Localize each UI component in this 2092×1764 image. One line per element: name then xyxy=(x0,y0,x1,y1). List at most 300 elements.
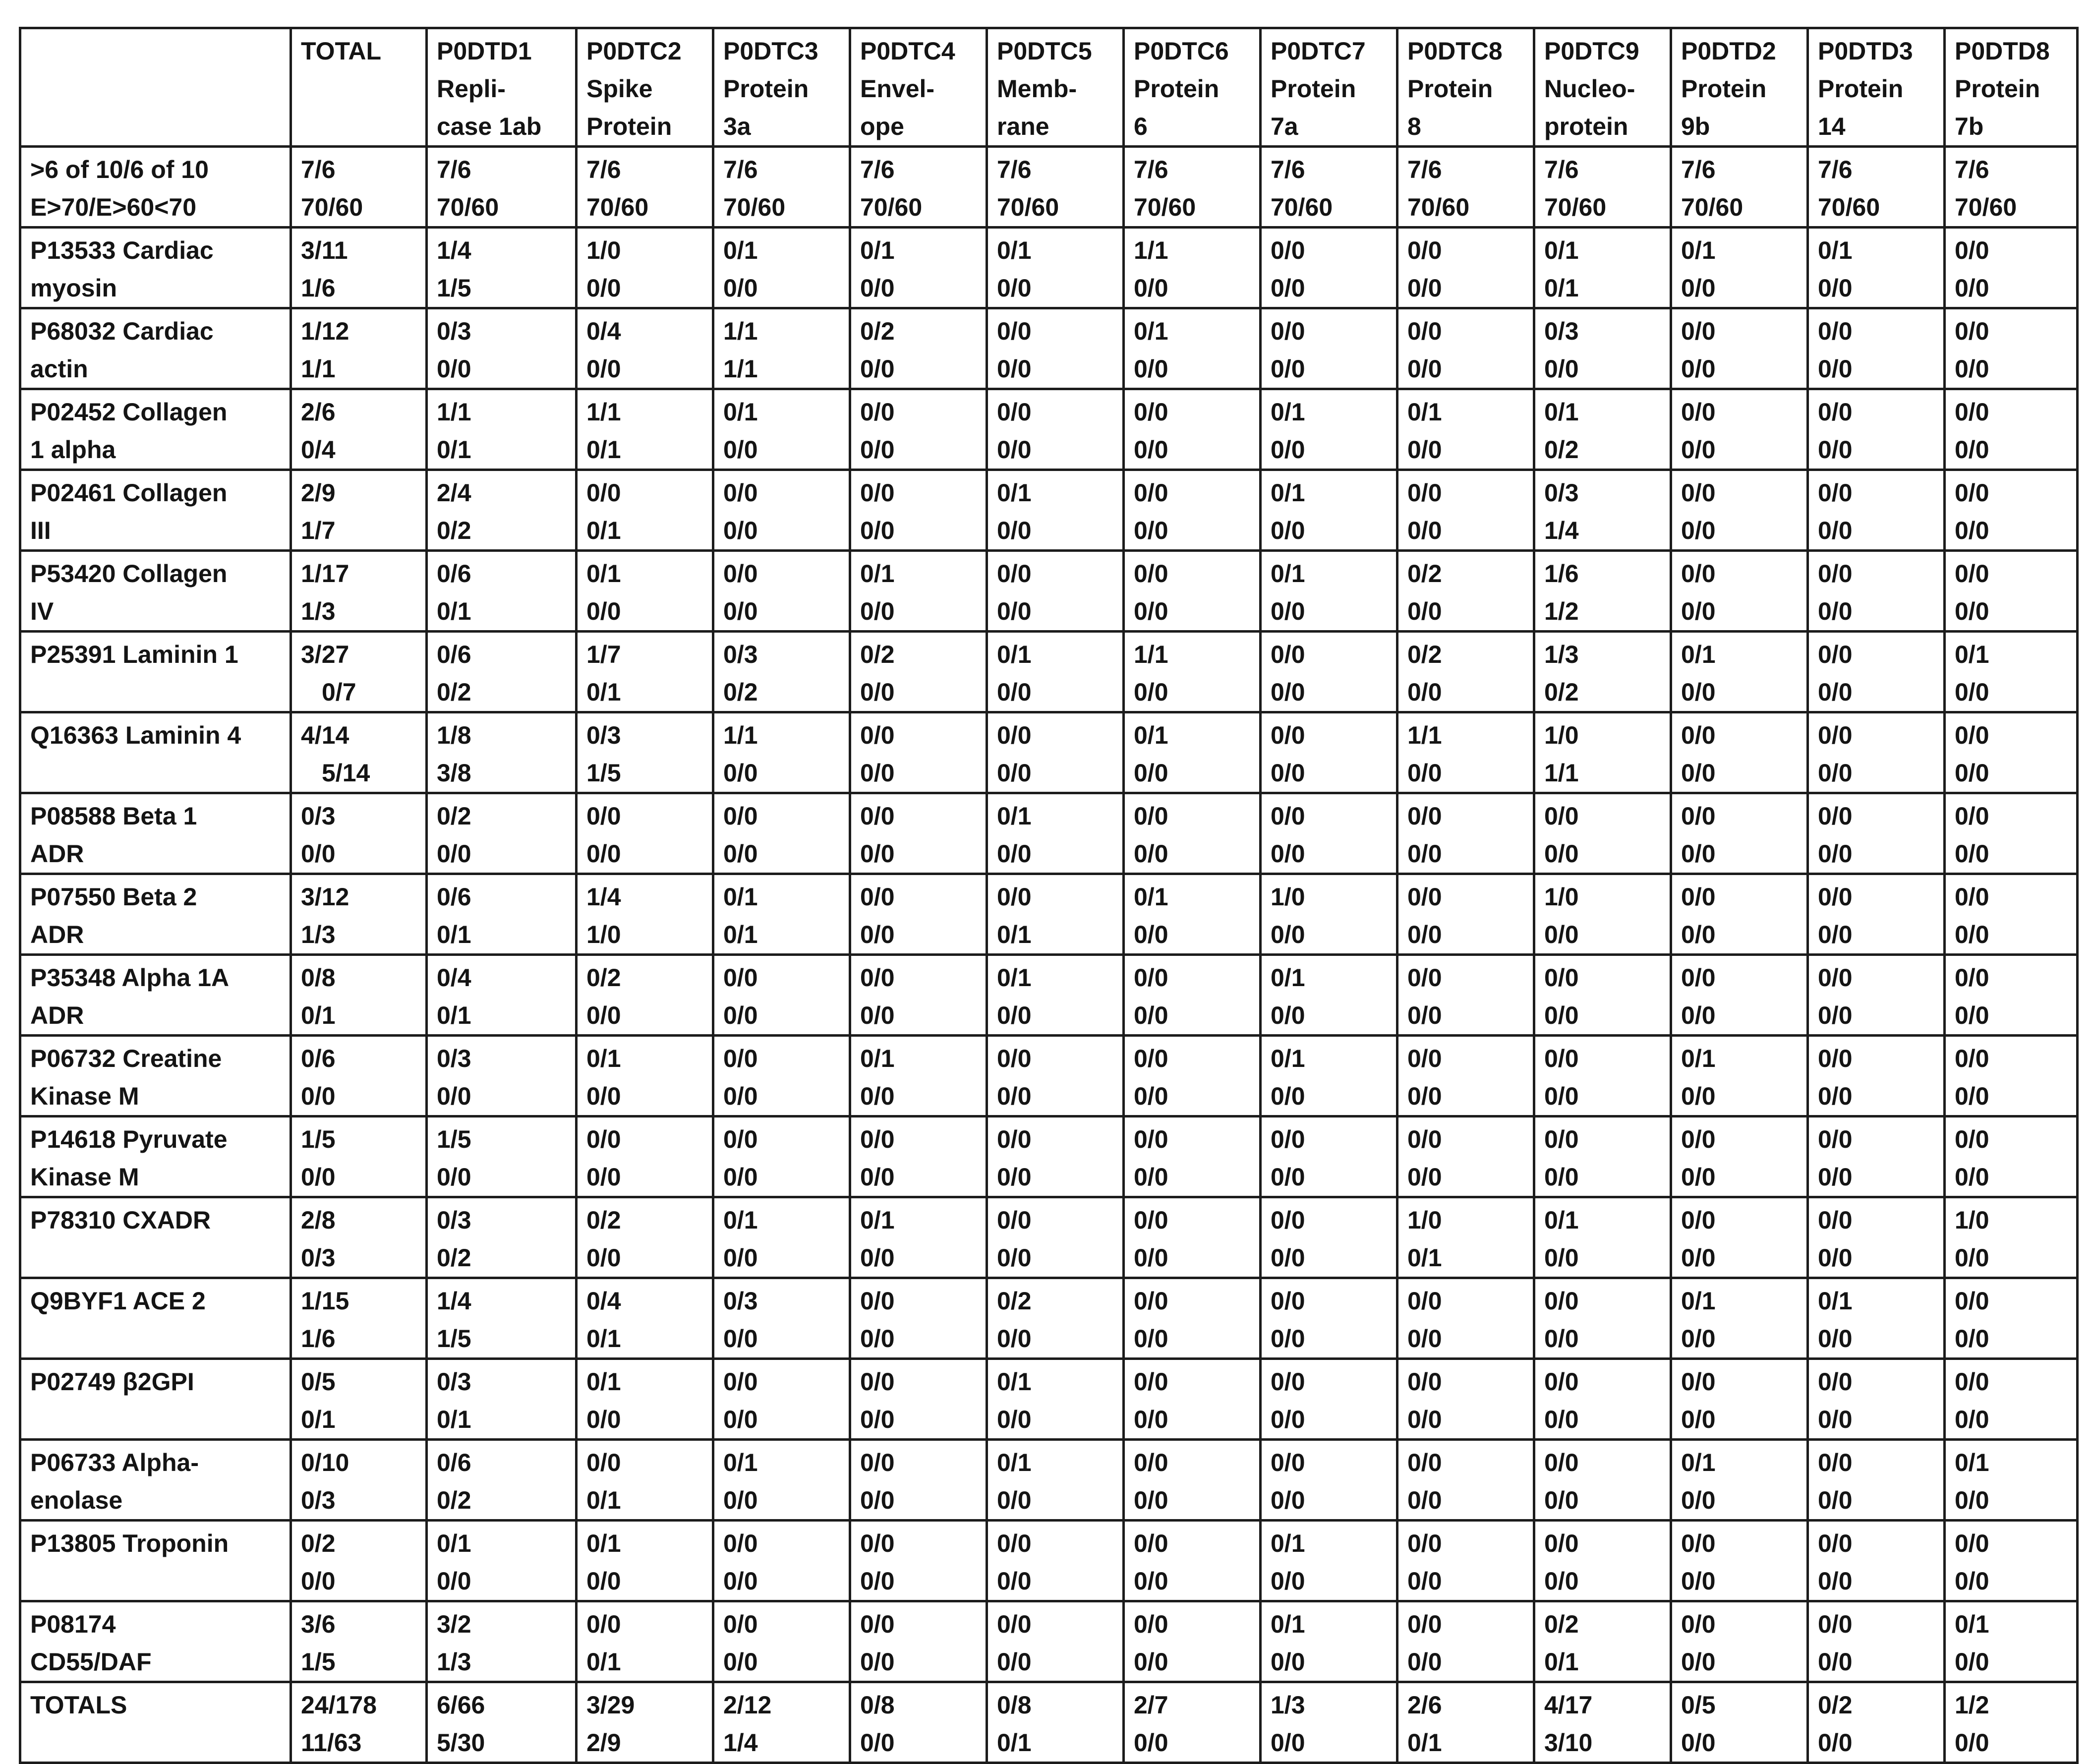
table-cell xyxy=(291,712,427,793)
table-cell xyxy=(1945,1359,2078,1440)
table-cell xyxy=(1261,1117,1397,1197)
table-row xyxy=(20,1278,2078,1359)
table-cell xyxy=(427,551,577,632)
table-cell xyxy=(987,1036,1124,1117)
cell-value: 0/0 xyxy=(1407,436,1442,464)
cell-value: 0/3 xyxy=(301,802,336,830)
cell-value: 0/0 xyxy=(586,840,621,868)
cell-value: 0/0 xyxy=(1681,1648,1716,1676)
table-cell xyxy=(1124,632,1261,712)
table-cell xyxy=(1124,712,1261,793)
cell-value: 0/0 xyxy=(1544,1287,1579,1315)
column-header xyxy=(1671,28,1808,147)
cell-value: 1/0 xyxy=(1955,1206,1989,1234)
cell-value: 0/0 xyxy=(1407,1648,1442,1676)
cell-value: 0/0 xyxy=(1544,1567,1579,1595)
cell-value: 3/27 xyxy=(301,641,349,668)
cell-value: 1/4 xyxy=(1544,517,1579,544)
cell-value: 0/0 xyxy=(1818,1163,1853,1191)
cell-value: 0/0 xyxy=(723,1045,758,1072)
cell-value: 0/0 xyxy=(997,398,1032,426)
row-label-line: P02461 Collagen xyxy=(30,479,228,507)
cell-value: 0/0 xyxy=(860,1406,895,1433)
cell-value: 0/1 xyxy=(1681,236,1716,264)
table-cell xyxy=(1534,1521,1671,1601)
cell-value: 0/2 xyxy=(437,1244,471,1272)
cell-value: 0/0 xyxy=(1544,355,1579,383)
cell-value: 0/1 xyxy=(586,517,621,544)
cell-value: 0/1 xyxy=(1544,398,1579,426)
cell-value: 0/0 xyxy=(723,517,758,544)
cell-value: 0/1 xyxy=(1681,1045,1716,1072)
table-cell xyxy=(291,1036,427,1117)
table-cell xyxy=(1261,1601,1397,1682)
table-cell xyxy=(1261,1521,1397,1601)
cell-value: 0/0 xyxy=(997,1125,1032,1153)
table-cell xyxy=(1534,793,1671,874)
cell-value: 0/0 xyxy=(1544,802,1579,830)
cell-value: 0/0 xyxy=(586,1163,621,1191)
table-cell xyxy=(1124,1036,1261,1117)
cell-value: 0/1 xyxy=(723,921,758,948)
cell-value: 0/0 xyxy=(723,1610,758,1638)
column-header-line: P0DTC5 xyxy=(997,37,1092,65)
cell-value: 3/11 xyxy=(301,236,348,264)
row-label-line: Q16363 Laminin 4 xyxy=(30,721,241,749)
cell-value: 0/1 xyxy=(723,1449,758,1476)
table-cell xyxy=(1261,389,1397,470)
cell-value: 0/0 xyxy=(1681,1244,1716,1272)
cell-value: 0/1 xyxy=(1681,1287,1716,1315)
cell-value: 0/1 xyxy=(1955,1449,1989,1476)
column-header-line: P0DTC4 xyxy=(860,37,955,65)
cell-value: 0/0 xyxy=(1818,560,1853,588)
cell-value: 0/1 xyxy=(860,1206,895,1234)
cell-value: 0/0 xyxy=(1818,1082,1853,1110)
cell-value: 0/0 xyxy=(1681,1529,1716,1557)
cell-value: 0/2 xyxy=(1544,678,1579,706)
cell-value: 0/1 xyxy=(1544,1648,1579,1676)
cell-value: 0/0 xyxy=(1134,398,1168,426)
row-label-line: myosin xyxy=(30,274,117,302)
table-cell xyxy=(1534,632,1671,712)
cell-value: 1/1 xyxy=(437,398,471,426)
column-header-line: P0DTD3 xyxy=(1818,37,1913,65)
table-cell xyxy=(1124,228,1261,308)
table-cell xyxy=(1261,551,1397,632)
cell-value: 0/1 xyxy=(586,1325,621,1352)
cell-value: 1/1 xyxy=(1134,236,1168,264)
row-label-line: Kinase M xyxy=(30,1082,139,1110)
row-label-line: P08174 xyxy=(30,1610,116,1638)
cell-value: 0/2 xyxy=(437,678,471,706)
row-label-line: ADR xyxy=(30,840,84,868)
cell-value: 0/0 xyxy=(1681,964,1716,992)
cell-value: 0/0 xyxy=(997,1045,1032,1072)
row-label xyxy=(20,1359,291,1440)
table-cell xyxy=(713,632,850,712)
criteria-line: 7/6 xyxy=(301,156,336,183)
cell-value: 0/0 xyxy=(860,355,895,383)
cell-value: 0/0 xyxy=(997,678,1032,706)
row-label xyxy=(20,712,291,793)
cell-value: 0/0 xyxy=(1271,436,1305,464)
cell-value: 0/0 xyxy=(1544,964,1579,992)
table-cell xyxy=(1261,632,1397,712)
column-header-line: Envel- xyxy=(860,75,935,103)
cell-value: 0/0 xyxy=(1818,678,1853,706)
cell-value: 0/1 xyxy=(860,1045,895,1072)
table-row xyxy=(20,1440,2078,1521)
cell-value: 0/6 xyxy=(437,560,471,588)
table-cell xyxy=(850,1278,987,1359)
cell-value: 0/0 xyxy=(1818,1325,1853,1352)
cell-value: 0/0 xyxy=(860,1287,895,1315)
table-cell xyxy=(987,1278,1124,1359)
table-cell xyxy=(1671,632,1808,712)
cell-value: 1/0 xyxy=(1407,1206,1442,1234)
cell-value: 0/0 xyxy=(1134,1486,1168,1514)
cell-value: 0/0 xyxy=(723,1244,758,1272)
table-cell xyxy=(1671,793,1808,874)
table-cell xyxy=(713,1117,850,1197)
cell-value: 0/0 xyxy=(1681,355,1716,383)
cell-value: 0/0 xyxy=(997,274,1032,302)
table-cell xyxy=(291,228,427,308)
cell-value: 0/0 xyxy=(1271,1082,1305,1110)
cell-value: 0/0 xyxy=(1818,1729,1853,1757)
table-cell xyxy=(291,1601,427,1682)
table-cell xyxy=(1261,1036,1397,1117)
cell-value: 0/0 xyxy=(1271,840,1305,868)
table-cell xyxy=(1261,1359,1397,1440)
cell-value: 0/0 xyxy=(860,1449,895,1476)
table-cell xyxy=(713,1036,850,1117)
row-label xyxy=(20,551,291,632)
cell-value: 0/0 xyxy=(860,1163,895,1191)
criteria-line: 7/6 xyxy=(1134,156,1168,183)
cell-value: 0/1 xyxy=(997,1368,1032,1396)
cell-value: 0/0 xyxy=(1407,1045,1442,1072)
cell-value: 0/3 xyxy=(723,1287,758,1315)
column-header-line: 7b xyxy=(1955,113,1984,140)
table-cell xyxy=(987,551,1124,632)
table-cell xyxy=(1945,551,2078,632)
table-cell xyxy=(1534,1197,1671,1278)
cell-value: 0/0 xyxy=(1681,678,1716,706)
table-cell xyxy=(577,389,713,470)
table-cell xyxy=(1124,389,1261,470)
criteria-line: 7/6 xyxy=(1407,156,1442,183)
table-cell xyxy=(1945,1117,2078,1197)
cell-value: 0/0 xyxy=(1818,802,1853,830)
criteria-line: 70/60 xyxy=(586,193,649,221)
cell-value: 0/0 xyxy=(1818,1244,1853,1272)
cell-value: 0/0 xyxy=(1544,1449,1579,1476)
row-label xyxy=(20,874,291,955)
table-cell xyxy=(1124,1278,1261,1359)
cell-value: 0/0 xyxy=(997,1325,1032,1352)
cell-value: 0/1 xyxy=(1407,398,1442,426)
table-cell xyxy=(987,955,1124,1036)
cell-value: 0/1 xyxy=(1134,317,1168,345)
table-cell xyxy=(1534,551,1671,632)
cell-value: 0/2 xyxy=(723,678,758,706)
cell-value: 0/0 xyxy=(1134,1449,1168,1476)
cell-value: 0/0 xyxy=(1134,1082,1168,1110)
table-cell xyxy=(1534,1682,1671,1763)
table-cell xyxy=(577,1278,713,1359)
cell-value: 0/0 xyxy=(1681,883,1716,911)
row-label xyxy=(20,389,291,470)
table-cell xyxy=(1124,1601,1261,1682)
column-header-line: ope xyxy=(860,113,904,140)
column-header-line: P0DTD1 xyxy=(437,37,532,65)
cell-value: 0/0 xyxy=(1681,759,1716,787)
cell-value: 0/3 xyxy=(723,641,758,668)
row-label xyxy=(20,470,291,551)
cell-value: 0/0 xyxy=(1544,1125,1579,1153)
cell-value: 0/0 xyxy=(1955,517,1989,544)
cell-value: 0/0 xyxy=(1407,1287,1442,1315)
row-label-line: P78310 CXADR xyxy=(30,1206,211,1234)
row-label-line: enolase xyxy=(30,1486,123,1514)
cell-value: 2/4 xyxy=(437,479,471,507)
cell-value: 0/0 xyxy=(437,1163,471,1191)
cell-value: 0/0 xyxy=(1955,1001,1989,1029)
row-label xyxy=(20,1117,291,1197)
criteria-line: 70/60 xyxy=(1544,193,1607,221)
cell-value: 0/0 xyxy=(1134,1567,1168,1595)
cell-value: 0/8 xyxy=(301,964,336,992)
table-cell xyxy=(1534,955,1671,1036)
cell-value: 0/0 xyxy=(860,1610,895,1638)
cell-value: 0/1 xyxy=(1271,1610,1305,1638)
criteria-line: 7/6 xyxy=(997,156,1032,183)
cell-value: 0/0 xyxy=(1407,317,1442,345)
criteria-line: 7/6 xyxy=(1544,156,1579,183)
table-cell xyxy=(1671,1440,1808,1521)
cell-value: 0/0 xyxy=(1818,1567,1853,1595)
table-row xyxy=(20,1682,2078,1763)
cell-value: 0/0 xyxy=(1407,597,1442,625)
cell-value: 0/0 xyxy=(1407,802,1442,830)
cell-value: 0/0 xyxy=(301,1163,336,1191)
cell-value: 0/2 xyxy=(437,1486,471,1514)
table-cell xyxy=(1808,793,1945,874)
cell-value: 0/0 xyxy=(301,1567,336,1595)
table-cell xyxy=(1397,1521,1534,1601)
cell-value: 0/0 xyxy=(723,1486,758,1514)
table-cell xyxy=(1808,1036,1945,1117)
cell-value: 0/0 xyxy=(1134,355,1168,383)
table-cell xyxy=(1397,712,1534,793)
table-cell xyxy=(291,1682,427,1763)
table-cell xyxy=(1397,632,1534,712)
cell-value: 0/0 xyxy=(1544,840,1579,868)
table-cell xyxy=(713,793,850,874)
table-cell xyxy=(427,712,577,793)
table-cell xyxy=(427,1440,577,1521)
cell-value: 0/1 xyxy=(1407,1244,1442,1272)
table-cell xyxy=(713,1359,850,1440)
table-cell xyxy=(1261,470,1397,551)
table-cell xyxy=(987,1601,1124,1682)
row-label-line: P02452 Collagen xyxy=(30,398,228,426)
row-label xyxy=(20,1036,291,1117)
cell-value: 0/0 xyxy=(586,1610,621,1638)
cell-value: 0/0 xyxy=(723,1325,758,1352)
table-header xyxy=(20,28,2078,147)
cell-value: 1/3 xyxy=(1544,641,1579,668)
table-cell xyxy=(1397,1197,1534,1278)
cell-value: 0/0 xyxy=(586,1244,621,1272)
table-cell xyxy=(850,1440,987,1521)
cell-value: 0/0 xyxy=(1818,840,1853,868)
table-cell xyxy=(850,470,987,551)
table-cell xyxy=(1534,1117,1671,1197)
cell-value: 0/7 xyxy=(322,678,356,706)
cell-value: 1/1 xyxy=(1407,721,1442,749)
criteria-line: 70/60 xyxy=(723,193,786,221)
criteria-line: 70/60 xyxy=(1407,193,1470,221)
cell-value: 0/8 xyxy=(860,1691,895,1719)
table-body xyxy=(20,147,2078,1763)
cell-value: 0/0 xyxy=(1681,560,1716,588)
table-cell xyxy=(427,1117,577,1197)
cell-value: 2/6 xyxy=(1407,1691,1442,1719)
table-row xyxy=(20,389,2078,470)
cell-value: 0/0 xyxy=(1681,274,1716,302)
table-cell xyxy=(577,632,713,712)
table-cell xyxy=(577,1682,713,1763)
cell-value: 0/0 xyxy=(1271,1163,1305,1191)
cell-value: 0/0 xyxy=(1134,1406,1168,1433)
cell-value: 1/1 xyxy=(723,317,758,345)
cell-value: 0/2 xyxy=(860,641,895,668)
cell-value: 0/0 xyxy=(586,274,621,302)
cell-value: 0/3 xyxy=(437,1206,471,1234)
criteria-line: 7/6 xyxy=(1271,156,1305,183)
cell-value: 0/1 xyxy=(301,1406,336,1433)
table-cell xyxy=(1671,470,1808,551)
table-row xyxy=(20,1521,2078,1601)
criteria-cell xyxy=(987,147,1124,228)
cell-value: 0/0 xyxy=(1134,1325,1168,1352)
cell-value: 0/0 xyxy=(1681,317,1716,345)
cell-value: 0/2 xyxy=(997,1287,1032,1315)
cell-value: 0/1 xyxy=(586,1529,621,1557)
cell-value: 0/1 xyxy=(1818,1287,1853,1315)
column-header xyxy=(1808,28,1945,147)
criteria-row xyxy=(20,147,2078,228)
cell-value: 1/5 xyxy=(437,1125,471,1153)
table-cell xyxy=(1808,874,1945,955)
cell-value: 0/1 xyxy=(1271,1045,1305,1072)
table-cell xyxy=(427,1359,577,1440)
table-cell xyxy=(427,389,577,470)
cell-value: 0/0 xyxy=(1134,759,1168,787)
cell-value: 4/14 xyxy=(301,721,349,749)
table-cell xyxy=(291,308,427,389)
header-row xyxy=(20,28,2078,147)
table-cell xyxy=(1124,1197,1261,1278)
row-label-line: Q9BYF1 ACE 2 xyxy=(30,1287,206,1315)
cell-value: 0/0 xyxy=(860,517,895,544)
criteria-cell xyxy=(1945,147,2078,228)
cell-value: 0/0 xyxy=(997,560,1032,588)
criteria-line: E>70/E>60<70 xyxy=(30,193,197,221)
cell-value: 0/0 xyxy=(1818,1648,1853,1676)
cell-value: 0/0 xyxy=(997,1648,1032,1676)
criteria-cell xyxy=(577,147,713,228)
cell-value: 0/0 xyxy=(1271,355,1305,383)
cell-value: 0/0 xyxy=(1955,1529,1989,1557)
table-cell xyxy=(1534,1036,1671,1117)
table-cell xyxy=(1124,1359,1261,1440)
cell-value: 1/3 xyxy=(301,921,336,948)
cell-value: 0/2 xyxy=(301,1529,336,1557)
table-cell xyxy=(291,1359,427,1440)
criteria-cell xyxy=(427,147,577,228)
row-label-line: TOTALS xyxy=(30,1691,127,1719)
cell-value: 0/0 xyxy=(997,1206,1032,1234)
cell-value: 1/4 xyxy=(437,236,471,264)
table-cell xyxy=(1534,1359,1671,1440)
table-cell xyxy=(1397,874,1534,955)
table-cell xyxy=(291,389,427,470)
column-header xyxy=(850,28,987,147)
cell-value: 0/6 xyxy=(301,1045,336,1072)
cell-value: 1/3 xyxy=(301,597,336,625)
column-header-line: P0DTD2 xyxy=(1681,37,1776,65)
column-header-line: P0DTC9 xyxy=(1544,37,1639,65)
cell-value: 0/1 xyxy=(723,398,758,426)
table-cell xyxy=(577,1197,713,1278)
criteria-line: 70/60 xyxy=(1818,193,1880,221)
cell-value: 0/0 xyxy=(997,317,1032,345)
cell-value: 0/0 xyxy=(1955,1325,1989,1352)
cell-value: 0/1 xyxy=(1134,721,1168,749)
cell-value: 0/0 xyxy=(1271,1729,1305,1757)
criteria-line: 7/6 xyxy=(1681,156,1716,183)
cell-value: 0/0 xyxy=(1134,1610,1168,1638)
table-cell xyxy=(1945,470,2078,551)
table-cell xyxy=(427,308,577,389)
column-header-line: protein xyxy=(1544,113,1628,140)
column-header-line: 9b xyxy=(1681,113,1710,140)
criteria-cell xyxy=(1534,147,1671,228)
column-header-line: Protein xyxy=(1271,75,1356,103)
cell-value: 0/0 xyxy=(997,840,1032,868)
cell-value: 0/0 xyxy=(860,1125,895,1153)
table-cell xyxy=(1261,955,1397,1036)
cell-value: 0/0 xyxy=(1407,1125,1442,1153)
table-cell xyxy=(1945,308,2078,389)
row-label-line: ADR xyxy=(30,921,84,948)
row-label-line: CD55/DAF xyxy=(30,1648,152,1676)
cell-value: 0/0 xyxy=(1407,1325,1442,1352)
table-cell xyxy=(1671,228,1808,308)
cell-value: 1/1 xyxy=(586,398,621,426)
row-label-line: P53420 Collagen xyxy=(30,560,228,588)
column-header-line: case 1ab xyxy=(437,113,542,140)
table-cell xyxy=(1808,389,1945,470)
cell-value: 0/0 xyxy=(437,840,471,868)
cell-value: 0/1 xyxy=(997,236,1032,264)
cell-value: 0/0 xyxy=(1407,759,1442,787)
cell-value: 1/1 xyxy=(301,355,336,383)
